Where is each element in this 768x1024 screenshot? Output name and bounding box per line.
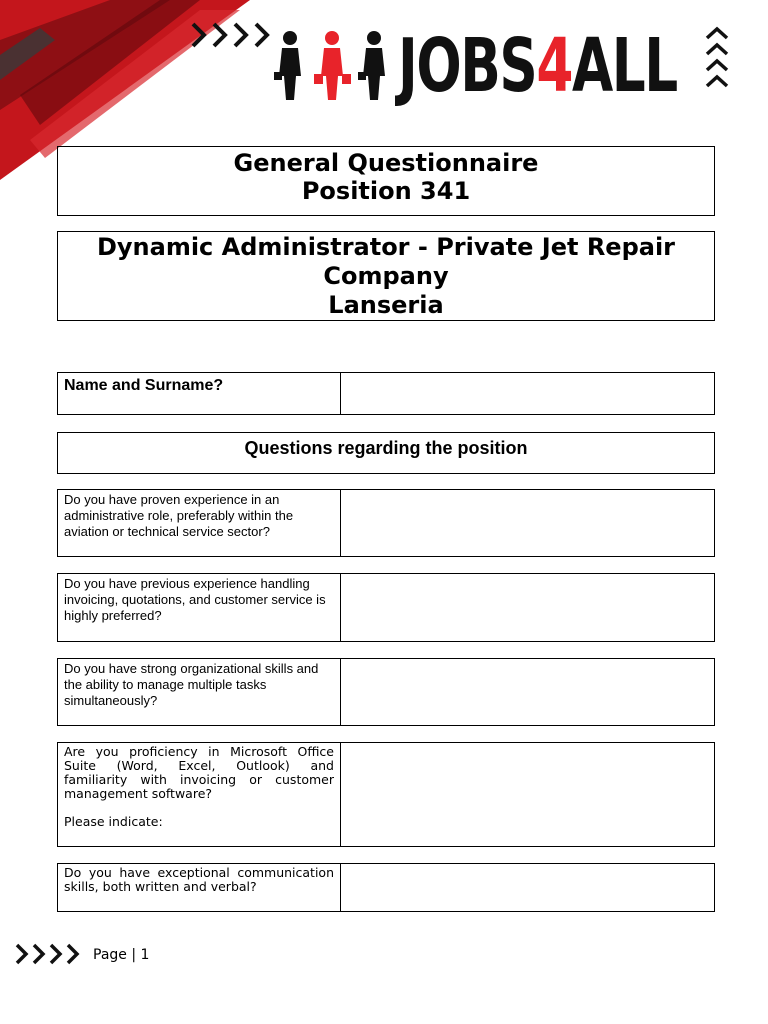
- answer-field[interactable]: [341, 659, 714, 725]
- logo-accent: 4: [536, 23, 572, 109]
- title-line-1: General Questionnaire: [233, 149, 539, 177]
- header-chevrons-icon: [190, 18, 280, 52]
- questionnaire-title: [57, 146, 715, 216]
- name-answer-field[interactable]: [341, 373, 714, 414]
- question-row: [57, 489, 715, 557]
- answer-field[interactable]: [341, 490, 714, 556]
- question-row: [57, 573, 715, 642]
- question-row: [57, 863, 715, 912]
- name-row: [57, 372, 715, 415]
- question-text: Are you proficiency in Microsoft Office Suite (Word, Excel, Outlook) and familiarity with invoicing or customer management software?: [64, 744, 334, 801]
- job-title-line-2: Company: [323, 262, 449, 290]
- question-extra: Please indicate:: [64, 814, 163, 829]
- page-number: Page | 1: [93, 947, 150, 963]
- question-text: Do you have exceptional communication skills, both written and verbal?: [58, 864, 341, 911]
- workers-icon: [270, 26, 395, 106]
- logo-wordmark: [398, 23, 677, 109]
- question-row: [57, 742, 715, 847]
- title-line-2: Position 341: [301, 177, 471, 205]
- up-chevrons-icon: [702, 26, 732, 98]
- job-location: Lanseria: [328, 291, 444, 319]
- answer-field[interactable]: [341, 864, 714, 911]
- question-row: [57, 658, 715, 726]
- section-heading: Questions regarding the position: [57, 432, 715, 474]
- logo-suffix: ALL: [571, 23, 677, 109]
- footer-chevrons-icon: [14, 942, 84, 966]
- job-title-line-1: Dynamic Administrator - Private Jet Repair: [96, 233, 676, 261]
- logo-prefix: JOBS: [398, 23, 537, 109]
- job-title-box: [57, 231, 715, 321]
- name-label: Name and Surname?: [58, 373, 341, 414]
- question-text: Do you have proven experience in an administrative role, preferably within the aviation or technical service sector?: [58, 490, 341, 556]
- jobs4all-logo: [270, 23, 740, 109]
- question-cell: [58, 743, 341, 846]
- answer-field[interactable]: [341, 574, 714, 641]
- question-text: Do you have previous experience handling invoicing, quotations, and customer service is highly preferred?: [58, 574, 341, 641]
- answer-field[interactable]: [341, 743, 714, 846]
- question-text: Do you have strong organizational skills and the ability to manage multiple tasks simultaneously?: [58, 659, 341, 725]
